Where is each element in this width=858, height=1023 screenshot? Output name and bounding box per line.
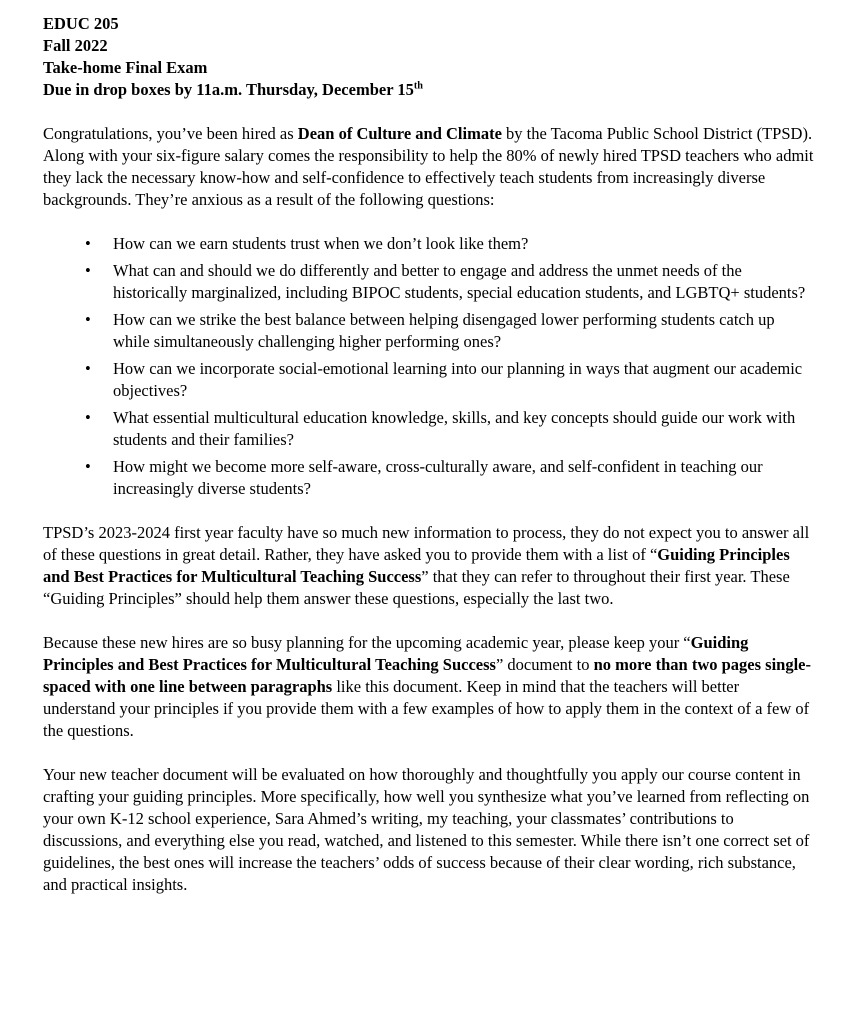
course-code: EDUC 205 xyxy=(43,14,119,33)
evaluation-paragraph: Your new teacher document will be evaluated on how thoroughly and thoughtfully you apply our course content in crafting your guiding principles. More specifically, how well you synthesize what you’ve learned from reflecting on your own K-12 school experience, Sara Ahmed’s writing, my teaching, your classmates’ contributions to discussions, and everything else you read, watched, and listened to this semester. While there isn’t one correct set of guidelines, the best ones will increase the teachers’ odds of success because of their clear wording, rich substance, and practical insights. xyxy=(43,765,810,894)
due-date: Due in drop boxes by 11a.m. Thursday, December 15th xyxy=(43,80,423,99)
question-item-4: • How can we incorporate social-emotional learning into our planning in ways that augment our academic objectives? xyxy=(113,358,815,402)
teacher-questions-list xyxy=(43,233,815,500)
question-item-1: • How can we earn students trust when we don’t look like them? xyxy=(113,233,815,255)
exam-title: Take-home Final Exam xyxy=(43,58,208,77)
guiding-principles-paragraph: TPSD’s 2023-2024 first year faculty have so much new information to process, they do not expect you to answer all of these questions in great detail. Rather, they have asked you to provide them with a list of “Guiding Principles and Best Practices for Multicultural Teaching Success” that they can refer to throughout their first year. These “Guiding Principles” should help them answer these questions, especially the last two. xyxy=(43,523,810,608)
question-item-6: • How might we become more self-aware, cross-culturally aware, and self-confident in teaching our increasingly diverse students? xyxy=(113,456,815,500)
term: Fall 2022 xyxy=(43,36,108,55)
question-item-2: • What can and should we do differently and better to engage and address the unmet needs of the historically marginalized, including BIPOC students, special education students, and LGBTQ+ students? xyxy=(113,260,815,304)
question-item-5: • What essential multicultural education knowledge, skills, and key concepts should guide our work with students and their families? xyxy=(113,407,815,451)
intro-paragraph: Congratulations, you’ve been hired as Dean of Culture and Climate by the Tacoma Public School District (TPSD). Along with your six-figure salary comes the responsibility to help the 80% of newly hired TPSD teachers who admit they lack the necessary know-how and self-confidence to effectively teach students from increasingly diverse backgrounds. They’re anxious as a result of the following questions: xyxy=(43,124,814,209)
format-requirements-paragraph: Because these new hires are so busy planning for the upcoming academic year, please keep your “Guiding Principles and Best Practices for Multicultural Teaching Success” document to no more than two pages single-spaced with one line between paragraphs like this document. Keep in mind that the teachers will better understand your principles if you provide them with a few examples of how to apply them in the context of a few of the questions. xyxy=(43,633,811,740)
document-header xyxy=(43,13,815,101)
question-item-3: • How can we strike the best balance between helping disengaged lower performing students catch up while simultaneously challenging higher performing ones? xyxy=(113,309,815,353)
